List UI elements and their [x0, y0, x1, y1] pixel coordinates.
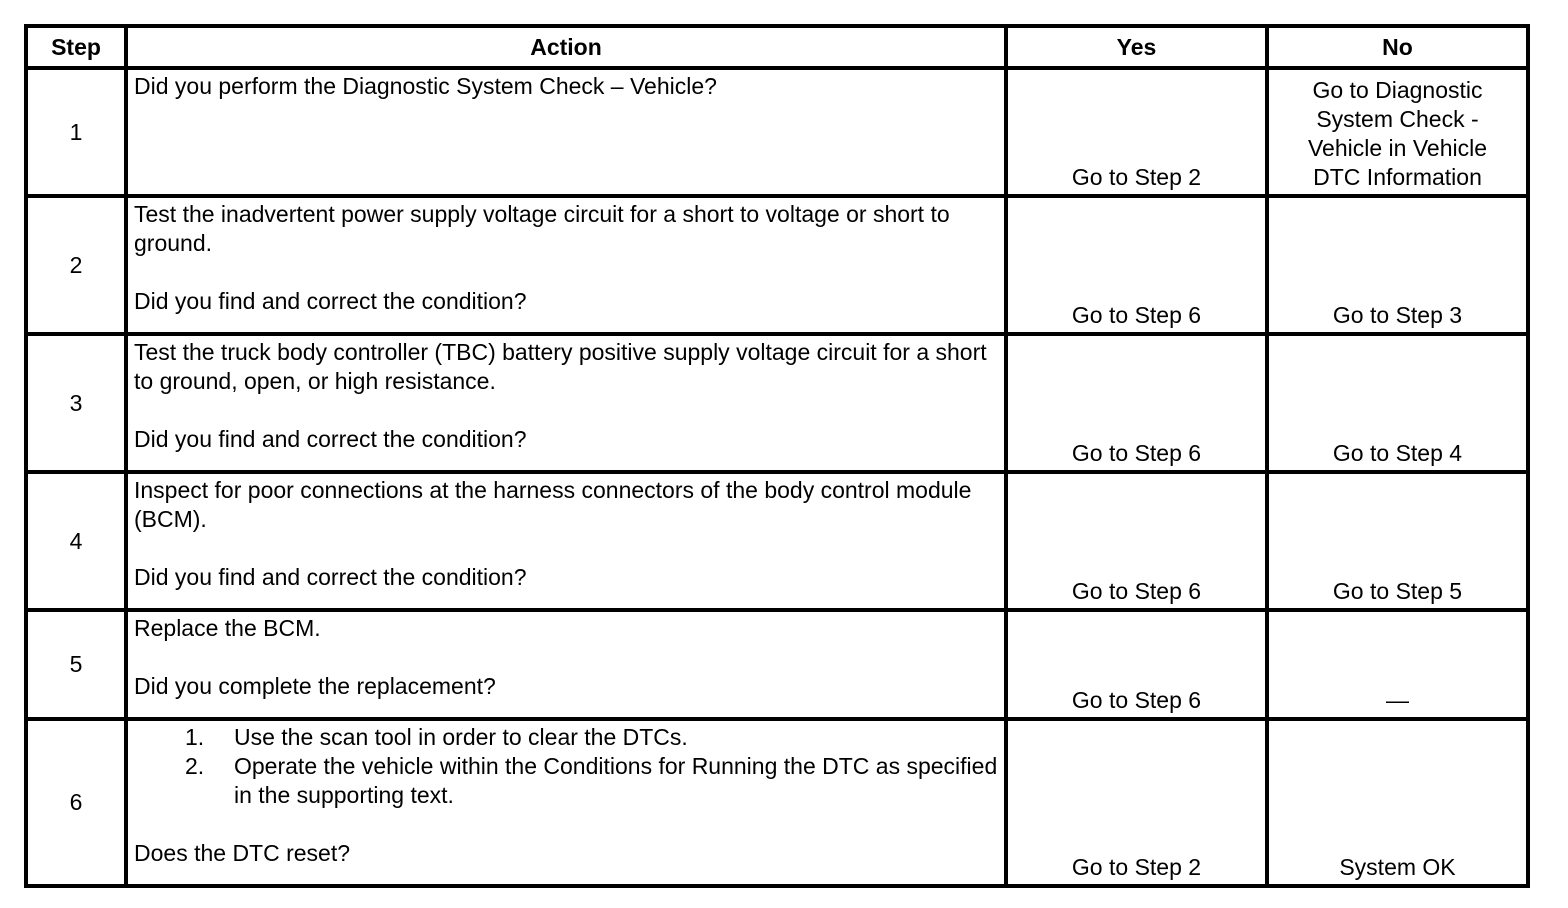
action-question: Does the DTC reset? — [134, 840, 351, 866]
action-cell — [126, 472, 1006, 610]
no-cell: Go to Step 5 — [1267, 472, 1528, 610]
yes-cell: Go to Step 6 — [1006, 472, 1267, 610]
action-cell — [126, 334, 1006, 472]
no-cell: — — [1267, 610, 1528, 719]
table-row — [26, 334, 1528, 472]
step-number: 3 — [26, 334, 126, 472]
yes-cell: Go to Step 2 — [1006, 719, 1267, 886]
step-number: 1 — [26, 68, 126, 196]
table-row — [26, 196, 1528, 334]
no-cell: Go to Step 3 — [1267, 196, 1528, 334]
action-question: Did you complete the replacement? — [134, 673, 496, 699]
substep-item — [134, 723, 998, 752]
step-number: 4 — [26, 472, 126, 610]
action-text: Did you perform the Diagnostic System Check – Vehicle? — [134, 73, 717, 99]
action-cell — [126, 719, 1006, 886]
action-text: Test the inadvertent power supply voltage circuit for a short to voltage or short to ground. — [134, 201, 950, 256]
action-text: Replace the BCM. — [134, 615, 321, 641]
diagnostic-table — [24, 24, 1530, 888]
yes-cell: Go to Step 6 — [1006, 196, 1267, 334]
action-cell — [126, 610, 1006, 719]
substep-number: 1. — [185, 724, 205, 750]
no-cell: Go to Diagnostic System Check - Vehicle in Vehicle DTC Information — [1267, 68, 1528, 196]
yes-cell: Go to Step 6 — [1006, 334, 1267, 472]
action-cell — [126, 68, 1006, 196]
table-row — [26, 472, 1528, 610]
substep-text: Operate the vehicle within the Conditions for Running the DTC as specified in the supporting text. — [234, 753, 998, 808]
step-number: 6 — [26, 719, 126, 886]
header-yes: Yes — [1006, 26, 1267, 68]
step-number: 2 — [26, 196, 126, 334]
action-text: Inspect for poor connections at the harness connectors of the body control module (BCM). — [134, 477, 972, 532]
step-number: 5 — [26, 610, 126, 719]
action-text: Test the truck body controller (TBC) battery positive supply voltage circuit for a short to ground, open, or high resistance. — [134, 339, 987, 394]
header-step: Step — [26, 26, 126, 68]
substep-text: Use the scan tool in order to clear the DTCs. — [234, 724, 688, 750]
action-question: Did you find and correct the condition? — [134, 564, 527, 590]
header-row — [26, 26, 1528, 68]
yes-cell: Go to Step 6 — [1006, 610, 1267, 719]
substep-item — [134, 752, 998, 810]
action-cell — [126, 196, 1006, 334]
table-row — [26, 68, 1528, 196]
table-row — [26, 719, 1528, 886]
substep-list — [134, 723, 998, 810]
yes-cell: Go to Step 2 — [1006, 68, 1267, 196]
no-cell: Go to Step 4 — [1267, 334, 1528, 472]
action-question: Did you find and correct the condition? — [134, 288, 527, 314]
no-cell: System OK — [1267, 719, 1528, 886]
header-action: Action — [126, 26, 1006, 68]
substep-number: 2. — [185, 753, 205, 779]
header-no: No — [1267, 26, 1528, 68]
table-row — [26, 610, 1528, 719]
action-question: Did you find and correct the condition? — [134, 426, 527, 452]
